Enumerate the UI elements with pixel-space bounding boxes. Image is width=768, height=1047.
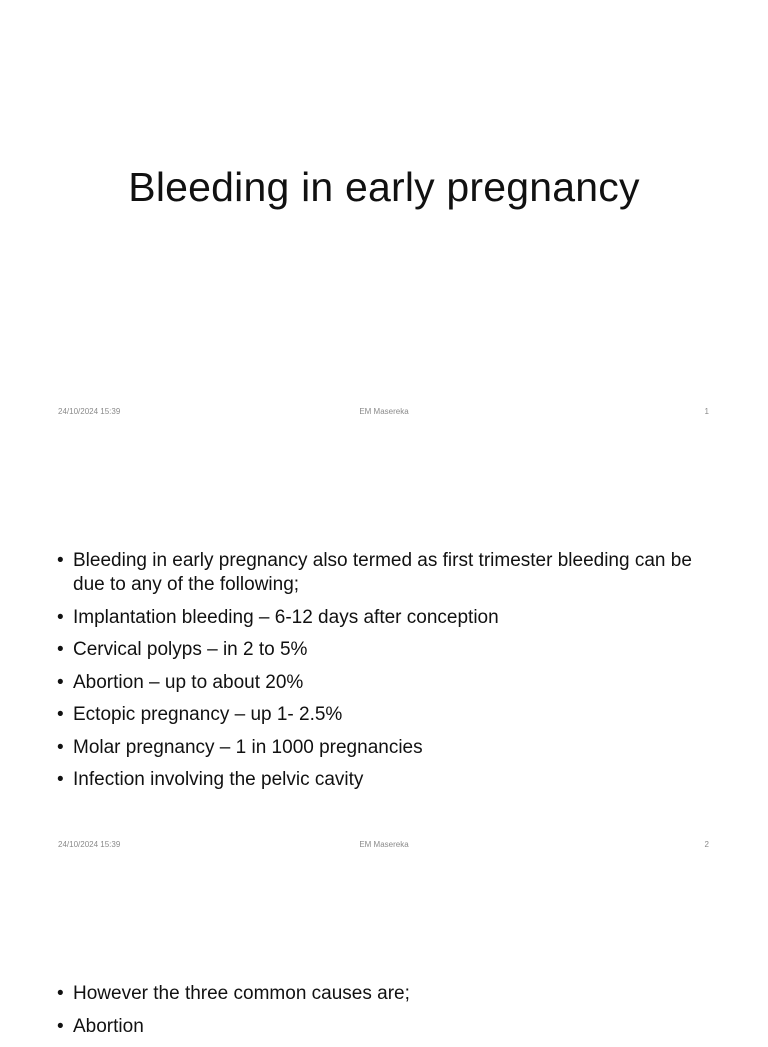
bullet-item [56, 982, 696, 1006]
bullet-glyph: • [57, 983, 64, 1004]
bullet-text: Molar pregnancy – 1 in 1000 pregnancies [73, 736, 423, 758]
bullet-list [56, 982, 696, 1047]
bullet-list [56, 549, 696, 801]
bullet-item [56, 606, 696, 630]
bullet-item [56, 768, 696, 792]
bullet-text: Abortion [73, 1015, 144, 1037]
bullet-glyph: • [57, 736, 64, 758]
footer-author: EM Masereka [359, 407, 409, 416]
bullet-item [56, 549, 696, 597]
footer-date: 24/10/2024 15:39 [58, 407, 121, 416]
bullet-text: Infection involving the pelvic cavity [73, 769, 364, 790]
footer-slide-number: 1 [704, 407, 709, 416]
bullet-text: However the three common causes are; [73, 983, 410, 1004]
bullet-text: Implantation bleeding – 6-12 days after conception [73, 606, 499, 628]
slide-3 [0, 866, 768, 1037]
footer-date: 24/10/2024 15:39 [58, 840, 121, 849]
slide-1 [0, 0, 768, 433]
bullet-text: Bleeding in early pregnancy also termed as first trimester bleeding can be due to any of the following; [73, 550, 692, 595]
bullet-text: Abortion – up to about 20% [73, 671, 304, 693]
bullet-glyph: • [57, 671, 64, 693]
bullet-item [56, 671, 696, 695]
bullet-glyph: • [57, 1015, 64, 1037]
bullet-glyph: • [57, 704, 64, 725]
footer-author: EM Masereka [359, 840, 409, 849]
bullet-text: Ectopic pregnancy – up 1- 2.5% [73, 704, 343, 725]
slide-2 [0, 433, 768, 866]
bullet-glyph: • [57, 550, 64, 571]
slide-footer [0, 840, 768, 852]
bullet-glyph: • [57, 769, 64, 790]
bullet-glyph: • [57, 606, 64, 628]
bullet-item [56, 703, 696, 727]
bullet-item [56, 1015, 696, 1039]
bullet-item [56, 736, 696, 760]
slide-footer [0, 407, 768, 419]
bullet-glyph: • [57, 639, 64, 660]
slide-title: Bleeding in early pregnancy [128, 164, 640, 210]
bullet-item [56, 638, 696, 662]
bullet-text: Cervical polyps – in 2 to 5% [73, 639, 308, 660]
footer-slide-number: 2 [704, 840, 709, 849]
